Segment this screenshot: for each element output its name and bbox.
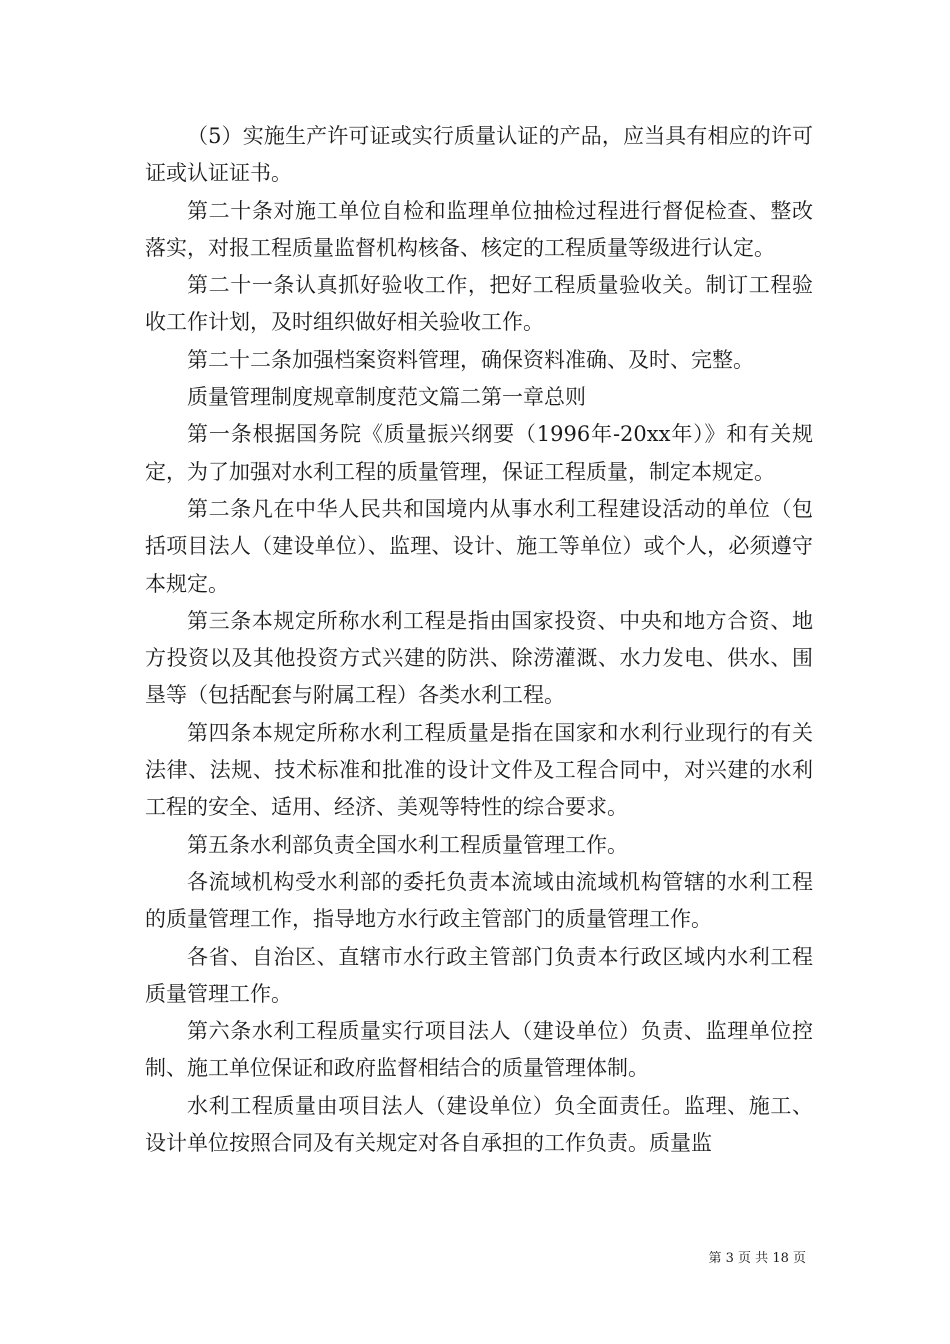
paragraph-10: 第五条水利部负责全国水利工程质量管理工作。 <box>187 832 628 857</box>
page-number: 第 3 页 共 18 页 <box>708 1251 806 1266</box>
paragraph-14: 水利工程质量由项目法人（建设单位）负全面责任。监理、施工、设计单位按照合同及有关规定对各自承担的工作负责。质量监 <box>145 1093 813 1156</box>
paragraph-9: 第四条本规定所称水利工程质量是指在国家和水利行业现行的有关法律、法规、技术标准和批准的设计文件及工程合同中，对兴建的水利工程的安全、适用、经济、美观等特性的综合要求。 <box>145 720 813 820</box>
section-heading: 质量管理制度规章制度范文篇二第一章总则 <box>187 385 586 410</box>
paragraph-4: 第二十二条加强档案资料管理，确保资料准确、及时、完整。 <box>187 347 754 372</box>
paragraph-1: （5）实施生产许可证或实行质量认证的产品，应当具有相应的许可证或认证证书。 <box>145 124 813 186</box>
document-body <box>145 118 813 1162</box>
paragraph-13: 第六条水利工程质量实行项目法人（建设单位）负责、监理单位控制、施工单位保证和政府监督相结合的质量管理体制。 <box>145 1019 813 1081</box>
paragraph-7: 第二条凡在中华人民共和国境内从事水利工程建设活动的单位（包括项目法人（建设单位）、监理、设计、施工等单位）或个人，必须遵守本规定。 <box>145 496 813 596</box>
paragraph-3: 第二十一条认真抓好验收工作，把好工程质量验收关。制订工程验收工作计划，及时组织做好相关验收工作。 <box>145 273 813 335</box>
paragraph-12: 各省、自治区、直辖市水行政主管部门负责本行政区域内水利工程质量管理工作。 <box>145 944 813 1006</box>
paragraph-2: 第二十条对施工单位自检和监理单位抽检过程进行督促检查、整改落实，对报工程质量监督机构核备、核定的工程质量等级进行认定。 <box>145 198 813 260</box>
paragraph-6: 第一条根据国务院《质量振兴纲要（1996年-20xx年）》和有关规定，为了加强对水利工程的质量管理，保证工程质量，制定本规定。 <box>145 422 813 484</box>
paragraph-8: 第三条本规定所称水利工程是指由国家投资、中央和地方合资、地方投资以及其他投资方式兴建的防洪、除涝灌溉、水力发电、供水、围垦等（包括配套与附属工程）各类水利工程。 <box>145 608 813 708</box>
paragraph-11: 各流域机构受水利部的委托负责本流域由流域机构管辖的水利工程的质量管理工作，指导地方水行政主管部门的质量管理工作。 <box>145 869 813 932</box>
